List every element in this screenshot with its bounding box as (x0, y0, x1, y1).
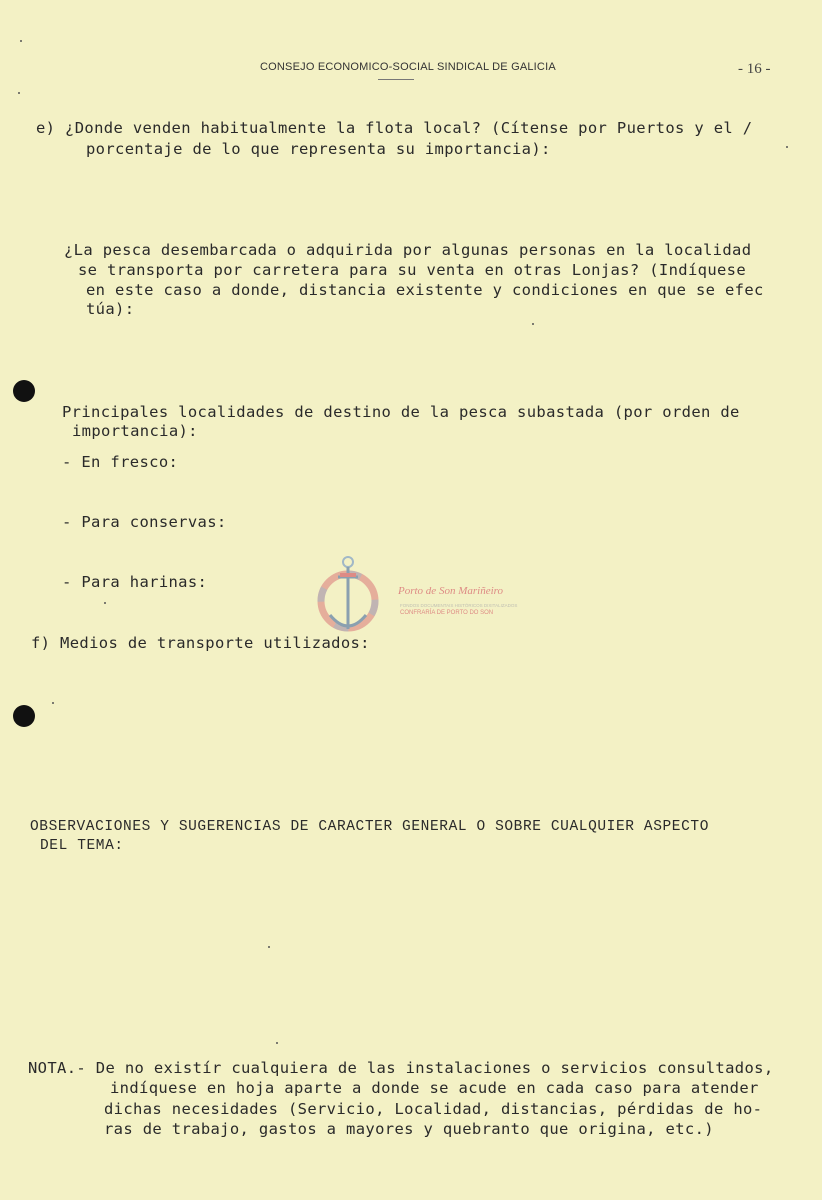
transport-question-line1: ¿La pesca desembarcada o adquirida por algunas personas en la localidad (64, 241, 752, 259)
transport-question-line3: en este caso a donde, distancia existente y condiciones en que se efec (86, 281, 764, 299)
note-line3: dichas necesidades (Servicio, Localidad, distancias, pérdidas de ho- (104, 1100, 763, 1118)
paper-speck (786, 146, 788, 148)
note-line1: NOTA.- De no existír cualquiera de las instalaciones o servicios consultados, (28, 1059, 774, 1077)
paper-speck (532, 323, 534, 325)
paper-speck (104, 602, 106, 604)
destinations-line1: Principales localidades de destino de la pesca subastada (por orden de (62, 403, 740, 421)
paper-speck (18, 92, 20, 94)
paper-speck (276, 1042, 278, 1044)
section-e-line1: e) ¿Donde venden habitualmente la flota local? (Cítense por Puertos y el / (36, 119, 753, 137)
observations-line2: DEL TEMA: (40, 838, 124, 854)
stamp-subtitle: FONDOS DOCUMENTAIS HISTÓRICOS DIXITALIZADOS (400, 603, 518, 608)
stamp-title: Porto de Son Mariñeiro (398, 585, 503, 597)
note-line4: ras de trabajo, gastos a mayores y quebranto que origina, etc.) (104, 1120, 714, 1138)
section-e-line2: porcentaje de lo que representa su importancia): (86, 140, 551, 158)
anchor-lifebuoy-logo (316, 553, 386, 643)
punch-hole-top (13, 380, 35, 402)
page-number: - 16 - (738, 61, 771, 77)
header-rule (378, 79, 414, 80)
destination-item-harinas: - Para harinas: (62, 573, 208, 591)
transport-question-line2: se transporta por carretera para su venta en otras Lonjas? (Indíquese (78, 261, 747, 279)
paper-speck (20, 40, 22, 42)
archive-watermark (316, 553, 516, 643)
paper-speck (52, 702, 54, 704)
stamp-org: CONFRARÍA DE PORTO DO SON (400, 610, 494, 616)
paper-speck (268, 946, 270, 948)
punch-hole-bottom (13, 705, 35, 727)
transport-question-line4: túa): (86, 300, 135, 318)
destinations-line2: importancia): (72, 422, 198, 440)
destination-item-conservas: - Para conservas: (62, 513, 227, 531)
section-f-label: f) Medios de transporte utilizados: (31, 634, 370, 652)
note-line2: indíquese en hoja aparte a donde se acude en cada caso para atender (110, 1079, 759, 1097)
destination-item-fresco: - En fresco: (62, 453, 179, 471)
observations-line1: OBSERVACIONES Y SUGERENCIAS DE CARACTER GENERAL O SOBRE CUALQUIER ASPECTO (30, 819, 710, 835)
header-org: CONSEJO ECONOMICO-SOCIAL SINDICAL DE GALICIA (260, 61, 556, 73)
